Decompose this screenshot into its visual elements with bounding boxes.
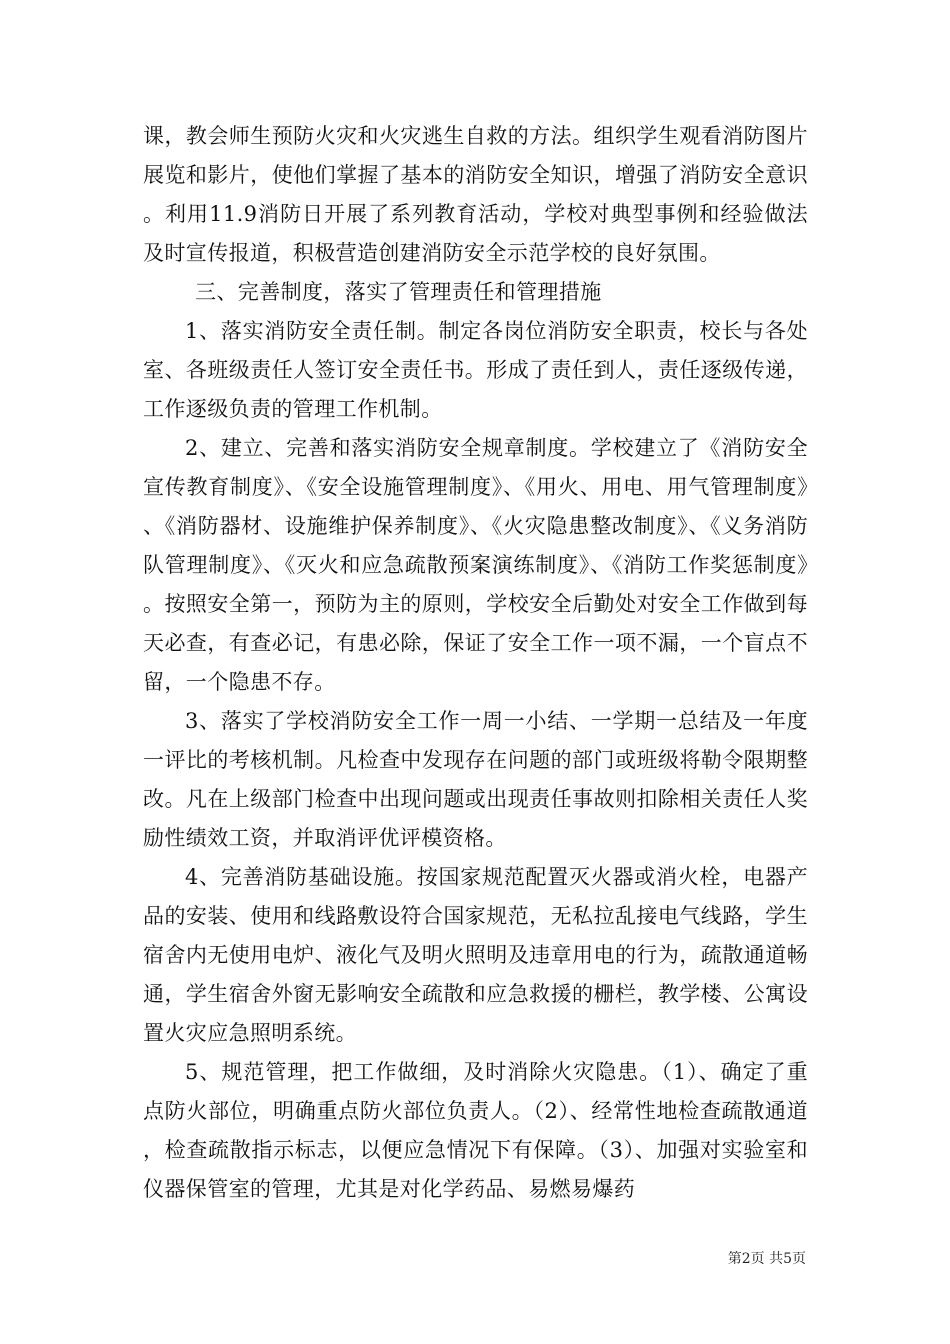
page-number-footer: 第2页 共5页: [727, 1251, 806, 1267]
paragraph-item-4: 4、完善消防基础设施。按国家规范配置灭火器或消火栓，电器产品的安装、使用和线路敷设符合国家规范，无私拉乱接电气线路，学生宿舍内无使用电炉、液化气及明火照明及违章用电的行为，疏散通道畅通，学生宿舍外窗无影响安全疏散和应急救援的栅栏，教学楼、公寓设置火灾应急照明系统。: [143, 865, 808, 1045]
paragraph-continuation: 课，教会师生预防火灾和火灾逃生自救的方法。组织学生观看消防图片展览和影片，使他们掌握了基本的消防安全知识，增强了消防安全意识。利用11.9消防日开展了系列教育活动，学校对典型事例和经验做法及时宣传报道，积极营造创建消防安全示范学校的良好氛围。: [143, 124, 808, 265]
body-text: [143, 117, 808, 1209]
paragraph-item-2: 2、建立、完善和落实消防安全规章制度。学校建立了《消防安全宣传教育制度》、《安全设施管理制度》、《用火、用电、用气管理制度》、《消防器材、设施维护保养制度》、《火灾隐患整改制度》、《义务消防队管理制度》、《灭火和应急疏散预案演练制度》、《消防工作奖惩制度》。按照安全第一，预防为主的原则，学校安全后勤处对安全工作做到每天必查，有查必记，有患必除，保证了安全工作一项不漏，一个盲点不留，一个隐患不存。: [143, 436, 808, 694]
section-heading: 三、完善制度，落实了管理责任和管理措施: [195, 280, 602, 304]
paragraph-item-3: 3、落实了学校消防安全工作一周一小结、一学期一总结及一年度一评比的考核机制。凡检查中发现存在问题的部门或班级将勒令限期整改。凡在上级部门检查中出现问题或出现责任事故则扣除相关责任人奖励性绩效工资，并取消评优评模资格。: [143, 709, 808, 850]
paragraph-item-5: 5、规范管理，把工作做细，及时消除火灾隐患。（1）、确定了重点防火部位，明确重点防火部位负责人。（2）、经常性地检查疏散通道，检查疏散指示标志，以便应急情况下有保障。（3）、加强对实验室和仪器保管室的管理，尤其是对化学药品、易燃易爆药: [143, 1060, 808, 1201]
paragraph-item-1: 1、落实消防安全责任制。制定各岗位消防安全职责，校长与各处室、各班级责任人签订安全责任书。形成了责任到人，责任逐级传递，工作逐级负责的管理工作机制。: [143, 319, 808, 421]
